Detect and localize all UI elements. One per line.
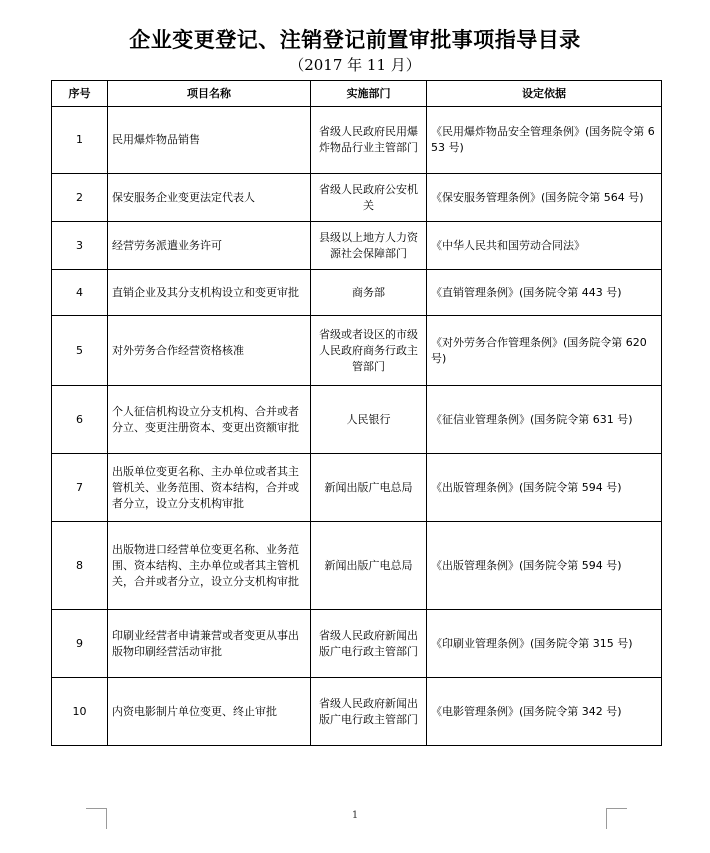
cell-seq: 7 [52, 454, 108, 522]
cell-item-name: 个人征信机构设立分支机构、合并或者分立、变更注册资本、变更出资额审批 [108, 386, 311, 454]
cell-department: 人民银行 [311, 386, 427, 454]
document-title: 企业变更登记、注销登记前置审批事项指导目录 [129, 28, 581, 52]
cell-item-name: 直销企业及其分支机构设立和变更审批 [108, 270, 311, 316]
table-row [52, 610, 662, 678]
table-row [52, 107, 662, 174]
table-row [52, 386, 662, 454]
cell-seq: 6 [52, 386, 108, 454]
cell-seq: 9 [52, 610, 108, 678]
cell-department: 商务部 [311, 270, 427, 316]
page-number: 1 [351, 810, 359, 821]
table-row [52, 174, 662, 222]
cell-item-name: 出版物进口经营单位变更名称、业务范围、资本结构、主办单位或者其主管机关，合并或者分立，设立分支机构审批 [108, 522, 311, 610]
header-item-name: 项目名称 [108, 81, 311, 107]
cell-item-name: 民用爆炸物品销售 [108, 107, 311, 174]
cell-legal-basis: 《中华人民共和国劳动合同法》 [427, 222, 662, 270]
table-header-row [52, 81, 662, 107]
table-row [52, 222, 662, 270]
cell-department: 新闻出版广电总局 [311, 522, 427, 610]
cell-legal-basis: 《保安服务管理条例》(国务院令第 564 号) [427, 174, 662, 222]
cell-item-name: 内资电影制片单位变更、终止审批 [108, 678, 311, 746]
table-row [52, 678, 662, 746]
cell-department: 县级以上地方人力资源社会保障部门 [311, 222, 427, 270]
document-subtitle-date: （2017 年 11 月） [289, 56, 421, 74]
cell-seq: 5 [52, 316, 108, 386]
cell-seq: 3 [52, 222, 108, 270]
cell-item-name: 出版单位变更名称、主办单位或者其主管机关、业务范围、资本结构，合并或者分立，设立分支机构审批 [108, 454, 311, 522]
cell-item-name: 保安服务企业变更法定代表人 [108, 174, 311, 222]
header-legal-basis: 设定依据 [427, 81, 662, 107]
table-row [52, 270, 662, 316]
cell-legal-basis: 《印刷业管理条例》(国务院令第 315 号) [427, 610, 662, 678]
cell-department: 省级人民政府新闻出版广电行政主管部门 [311, 610, 427, 678]
cell-department: 省级人民政府公安机关 [311, 174, 427, 222]
cell-item-name: 经营劳务派遣业务许可 [108, 222, 311, 270]
cell-seq: 2 [52, 174, 108, 222]
cell-legal-basis: 《出版管理条例》(国务院令第 594 号) [427, 454, 662, 522]
approval-catalog-table [51, 80, 662, 746]
cell-seq: 8 [52, 522, 108, 610]
cell-legal-basis: 《对外劳务合作管理条例》(国务院令第 620 号) [427, 316, 662, 386]
header-seq: 序号 [52, 81, 108, 107]
cell-seq: 10 [52, 678, 108, 746]
table-row [52, 316, 662, 386]
cell-legal-basis: 《直销管理条例》(国务院令第 443 号) [427, 270, 662, 316]
cell-legal-basis: 《民用爆炸物品安全管理条例》(国务院令第 653 号) [427, 107, 662, 174]
cell-legal-basis: 《征信业管理条例》(国务院令第 631 号) [427, 386, 662, 454]
header-department: 实施部门 [311, 81, 427, 107]
cell-department: 省级或者设区的市级人民政府商务行政主管部门 [311, 316, 427, 386]
cell-legal-basis: 《电影管理条例》(国务院令第 342 号) [427, 678, 662, 746]
cell-legal-basis: 《出版管理条例》(国务院令第 594 号) [427, 522, 662, 610]
table-row [52, 522, 662, 610]
cell-department: 省级人民政府新闻出版广电行政主管部门 [311, 678, 427, 746]
cell-item-name: 印刷业经营者申请兼营或者变更从事出版物印刷经营活动审批 [108, 610, 311, 678]
table-row [52, 454, 662, 522]
cell-item-name: 对外劳务合作经营资格核准 [108, 316, 311, 386]
cell-department: 新闻出版广电总局 [311, 454, 427, 522]
cell-seq: 4 [52, 270, 108, 316]
cell-department: 省级人民政府民用爆炸物品行业主管部门 [311, 107, 427, 174]
cell-seq: 1 [52, 107, 108, 174]
